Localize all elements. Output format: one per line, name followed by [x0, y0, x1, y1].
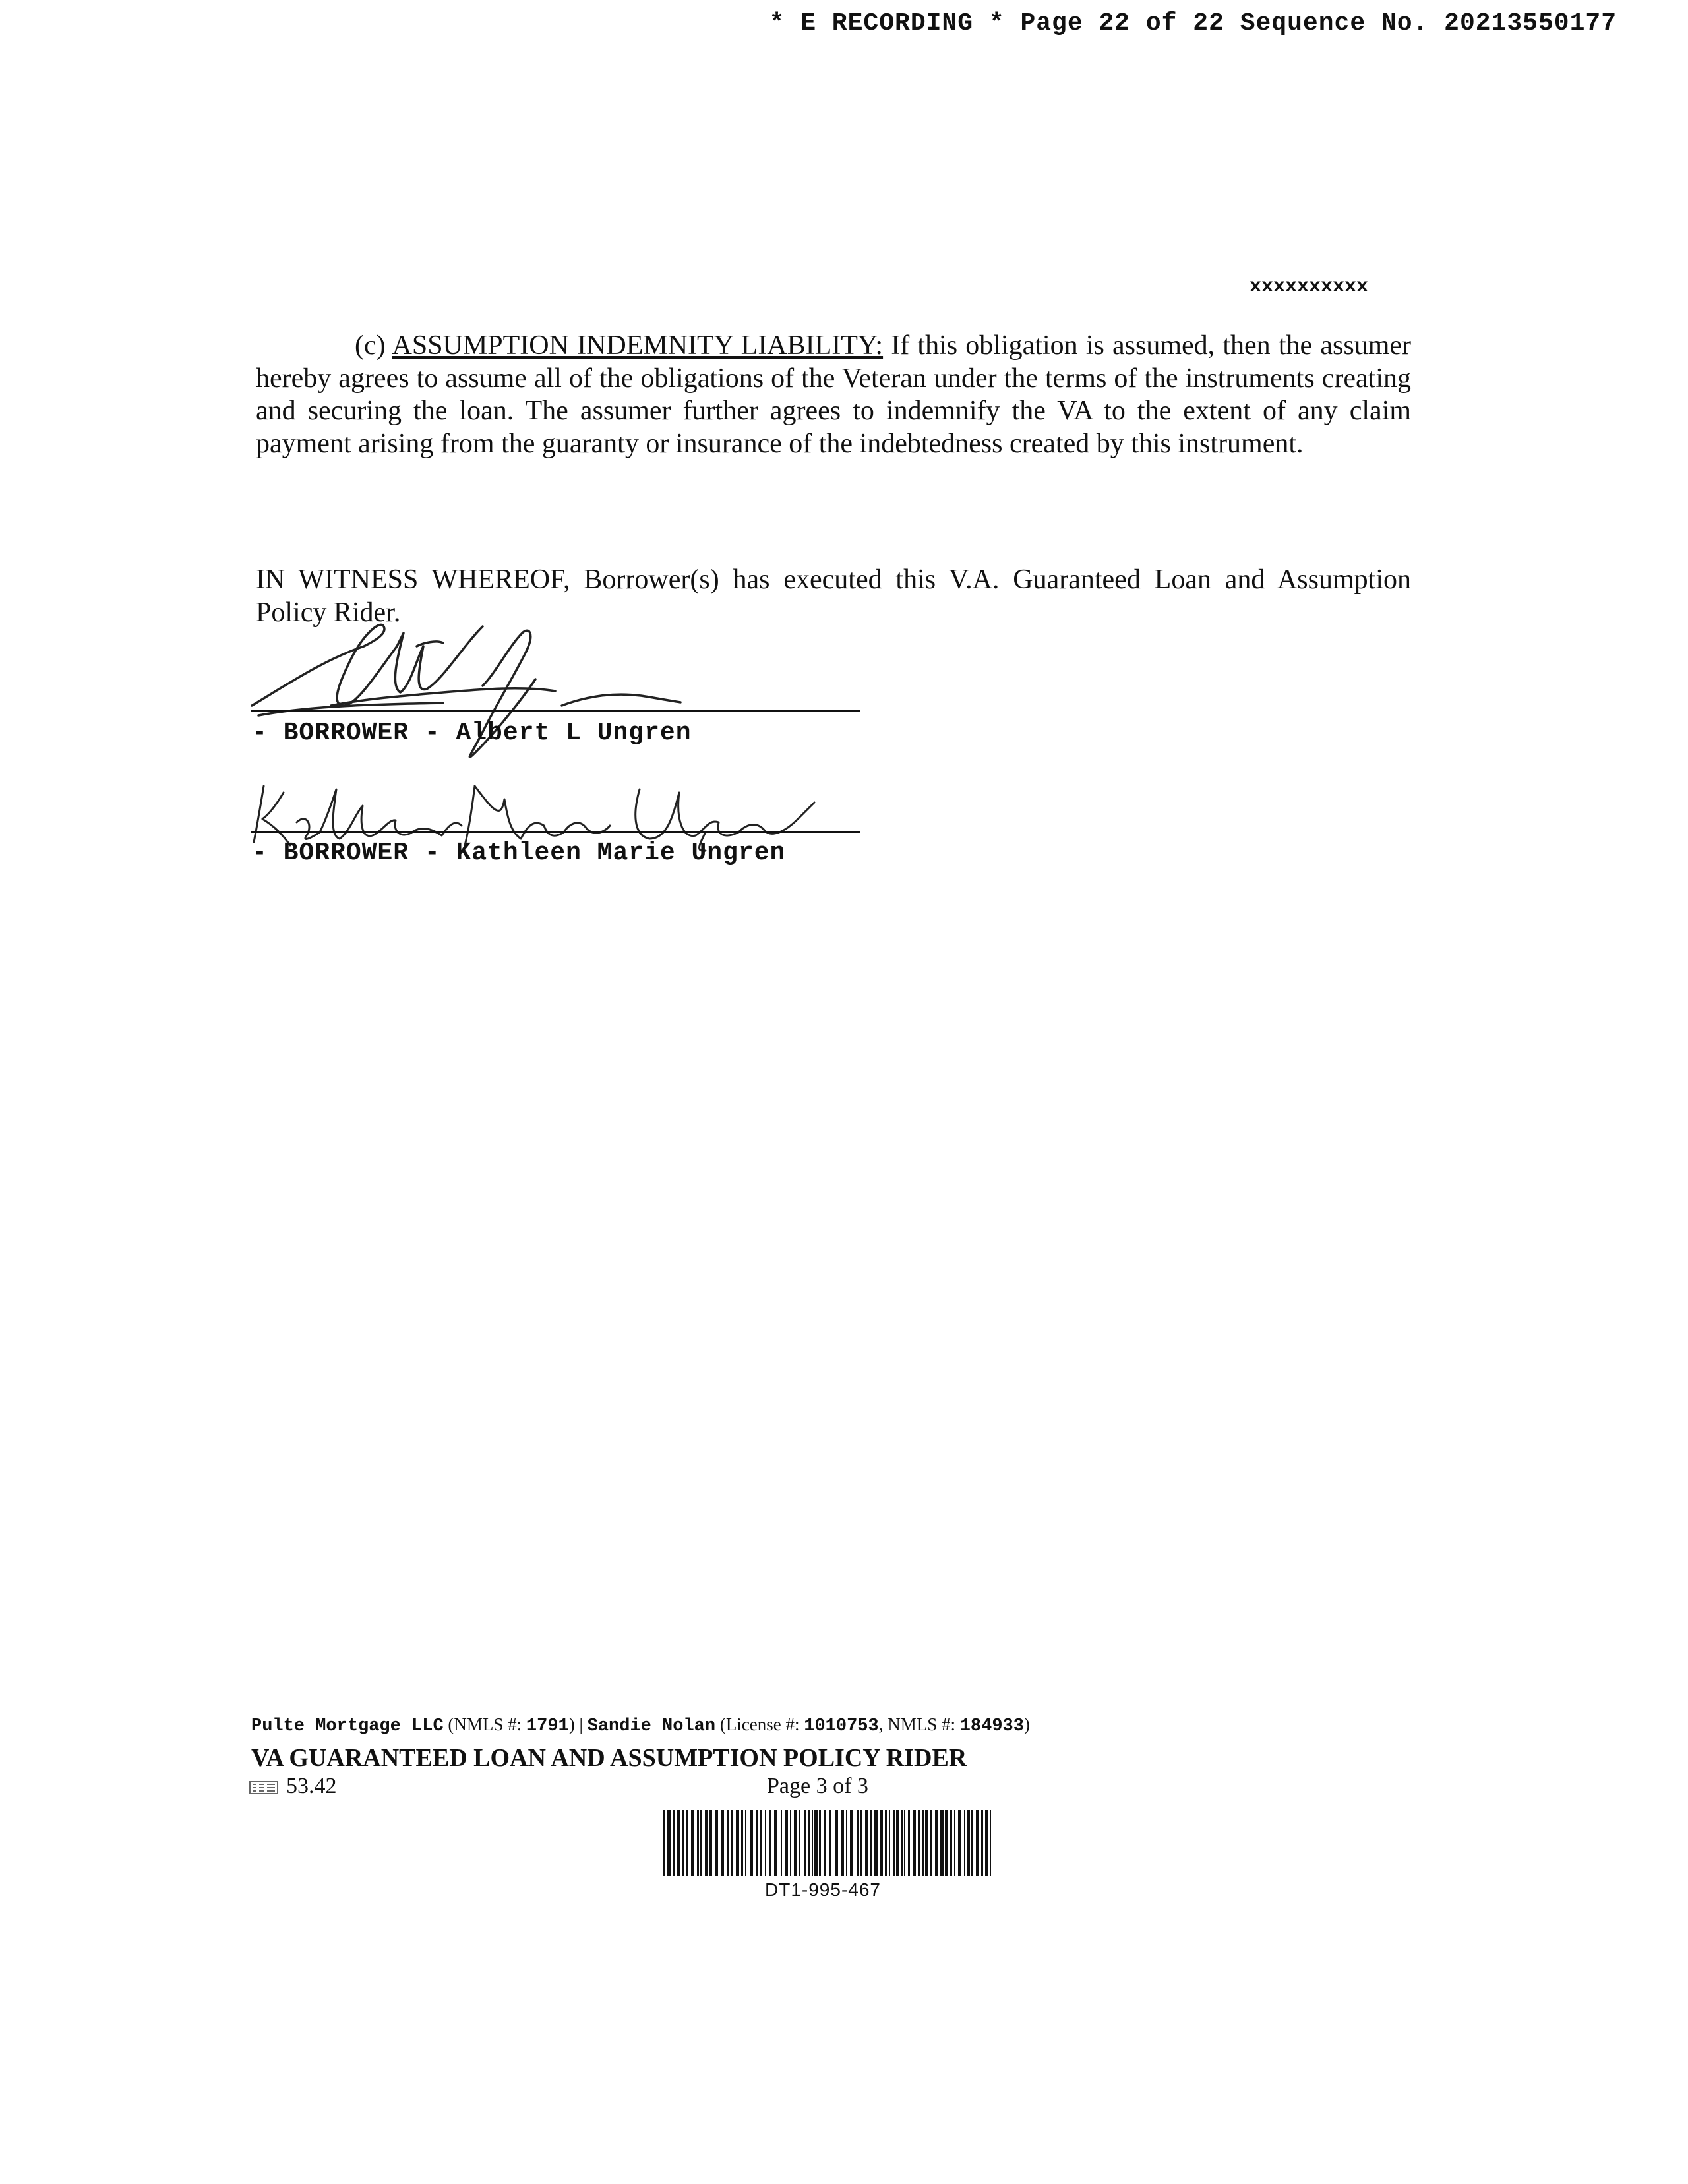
barcode-bar	[715, 1810, 718, 1876]
albert-signature-line	[251, 710, 860, 712]
barcode-bar	[705, 1810, 708, 1876]
officer-nmls: 184933	[959, 1716, 1024, 1736]
barcode-bar	[736, 1810, 739, 1876]
barcode-bar	[756, 1810, 758, 1876]
barcode-bar	[697, 1810, 699, 1876]
reference-code: xxxxxxxxxx	[1250, 276, 1369, 298]
barcode-bar	[918, 1810, 920, 1876]
barcode-bar	[901, 1810, 903, 1876]
barcode-bar	[677, 1810, 680, 1876]
barcode-bar	[913, 1810, 916, 1876]
barcode-bar	[682, 1810, 684, 1876]
barcode-bar	[958, 1810, 961, 1876]
clause-heading: ASSUMPTION INDEMNITY LIABILITY:	[392, 330, 884, 361]
barcode-bar	[985, 1810, 988, 1876]
clause-label: (c)	[355, 330, 392, 361]
barcode-bar	[781, 1810, 782, 1876]
barcode-bar	[824, 1810, 826, 1876]
barcode-bar	[885, 1810, 887, 1876]
barcode-bar	[774, 1810, 777, 1876]
barcode-bar	[691, 1810, 694, 1876]
barcode-bar	[893, 1810, 895, 1876]
barcode-bar	[841, 1810, 844, 1876]
barcode-bar	[794, 1810, 797, 1876]
form-number: 53.42	[286, 1774, 337, 1798]
barcode-bar	[700, 1810, 702, 1876]
barcode-bar	[925, 1810, 928, 1876]
barcode-bar	[935, 1810, 938, 1876]
barcode-bar	[860, 1810, 862, 1876]
barcode-bar	[804, 1810, 806, 1876]
barcode-bar	[812, 1810, 813, 1876]
lender-info: Pulte Mortgage LLC (NMLS #: 1791) | Sandie Nolan (License #: 1010753, NMLS #: 184933)	[251, 1714, 1030, 1736]
barcode-bar	[673, 1810, 675, 1876]
kathleen-signature-line	[251, 831, 860, 833]
barcode-bar	[930, 1810, 932, 1876]
barcode-text: DT1-995-467	[765, 1879, 881, 1900]
lender-nmls: 1791	[526, 1716, 569, 1736]
form-title: VA GUARANTEED LOAN AND ASSUMPTION POLICY RIDER	[251, 1744, 967, 1772]
albert-borrower-caption: - BORROWER - Albert L Ungren	[252, 719, 692, 747]
barcode-bar	[964, 1810, 965, 1876]
barcode-bar	[870, 1810, 872, 1876]
barcode-bar	[857, 1810, 859, 1876]
barcode-bar	[741, 1810, 743, 1876]
barcode-bar	[889, 1810, 890, 1876]
barcode-bar	[686, 1810, 688, 1876]
barcode-bar	[950, 1810, 952, 1876]
officer-name: Sandie Nolan	[587, 1716, 716, 1736]
barcode-bar	[727, 1810, 729, 1876]
barcode-bar	[765, 1810, 766, 1876]
barcode-bar	[731, 1810, 733, 1876]
barcode-bar	[880, 1810, 883, 1876]
barcode-bar	[785, 1810, 788, 1876]
barcode-bar	[908, 1810, 910, 1876]
clause-body: If this obligation is assumed, then the assumer hereby agrees to assume all of the obligations of the Veteran under the terms of the instruments creating and securing the loan. The assumer further agrees to indemnify the VA to the extent of any claim payment arising from the guaranty or insurance of the indebtedness created by this instrument.	[256, 330, 1411, 459]
barcode-bar	[850, 1810, 853, 1876]
kathleen-borrower-caption: - BORROWER - Kathleen Marie Ungren	[252, 839, 786, 867]
barcode-bar	[829, 1810, 831, 1876]
barcode-bar	[954, 1810, 955, 1876]
assumption-indemnity-paragraph	[256, 330, 1411, 460]
barcode-bar	[971, 1810, 973, 1876]
barcode-bar	[750, 1810, 753, 1876]
barcode-bar	[981, 1810, 983, 1876]
form-number-row	[249, 1774, 337, 1799]
barcode-bar	[846, 1810, 847, 1876]
barcode-bar	[819, 1810, 821, 1876]
barcode-bar	[814, 1810, 818, 1876]
barcode-bar	[835, 1810, 838, 1876]
lender-name: Pulte Mortgage LLC	[251, 1716, 444, 1736]
barcode-bar	[865, 1810, 868, 1876]
barcode	[663, 1810, 993, 1876]
barcode-bar	[896, 1810, 899, 1876]
barcode-bar	[799, 1810, 800, 1876]
barcode-bar	[945, 1810, 948, 1876]
barcode-bar	[940, 1810, 944, 1876]
barcode-bar	[874, 1810, 878, 1876]
barcode-bar	[808, 1810, 810, 1876]
barcode-bar	[667, 1810, 671, 1876]
recording-header: * E RECORDING * Page 22 of 22 Sequence No. 20213550177	[769, 9, 1617, 38]
barcode-bar	[904, 1810, 905, 1876]
barcode-bar	[663, 1810, 665, 1876]
barcode-bar	[922, 1810, 924, 1876]
barcode-bar	[990, 1810, 991, 1876]
page-number: Page 3 of 3	[767, 1774, 868, 1798]
barcode-bar	[745, 1810, 746, 1876]
barcode-bar	[721, 1810, 724, 1876]
barcode-bar	[976, 1810, 979, 1876]
form-logo-icon	[249, 1780, 278, 1795]
barcode-bar	[709, 1810, 712, 1876]
officer-license: 1010753	[804, 1716, 879, 1736]
barcode-bar	[760, 1810, 762, 1876]
barcode-bar	[769, 1810, 771, 1876]
barcode-bar	[967, 1810, 970, 1876]
barcode-bar	[790, 1810, 791, 1876]
witness-clause: IN WITNESS WHEREOF, Borrower(s) has executed this V.A. Guaranteed Loan and Assumption Policy Rider.	[256, 564, 1411, 628]
